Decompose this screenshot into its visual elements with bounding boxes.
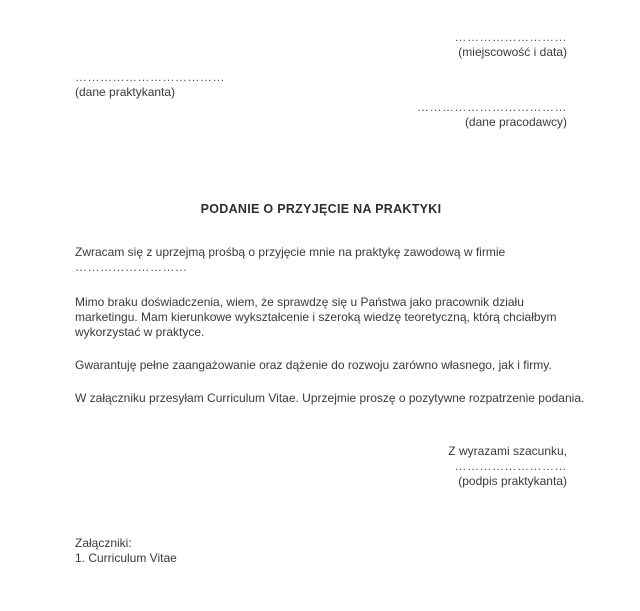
intern-data-block	[75, 70, 567, 100]
paragraph-cv-note: W załączniku przesyłam Curriculum Vitae. Uprzejmie proszę o pozytywne rozpatrzenie podania.	[75, 391, 585, 405]
paragraph-intro	[75, 245, 567, 275]
attachments-block	[75, 536, 567, 566]
closing-phrase: Z wyrazami szacunku,	[448, 444, 567, 458]
place-date-label: (miejscowość i data)	[458, 45, 567, 59]
signature-label: (podpis praktykanta)	[458, 474, 567, 488]
paragraph-commitment: Gwarantuję pełne zaangażowanie oraz dążenie do rozwoju zarówno własnego, jak i firmy.	[75, 358, 552, 372]
place-date-block	[75, 30, 567, 60]
paragraph-experience: Mimo braku doświadczenia, wiem, że sprawdzę się u Państwa jako pracownik działu marketingu. Mam kierunkowe wykształcenie i szeroką wiedzę teoretyczną, którą chciałbym wykorzystać w praktyce.	[75, 295, 557, 339]
attachment-item: 1. Curriculum Vitae	[75, 551, 177, 565]
company-name-fill-line: ………………………	[75, 260, 188, 274]
employer-data-fill-line: ………………………………	[417, 100, 567, 114]
signature-block	[75, 444, 567, 489]
letter-title: PODANIE O PRZYJĘCIE NA PRAKTYKI	[200, 202, 442, 216]
attachments-header: Załączniki:	[75, 536, 132, 550]
place-date-fill-line: ………………………	[454, 30, 567, 44]
paragraph-intro-text: Zwracam się z uprzejmą prośbą o przyjęcie mnie na praktykę zawodową w firmie	[75, 245, 506, 259]
employer-data-block	[75, 100, 567, 130]
intern-data-label: (dane praktykanta)	[75, 85, 176, 99]
signature-fill-line: ………………………	[454, 459, 567, 473]
employer-data-label: (dane pracodawcy)	[464, 115, 567, 129]
intern-data-fill-line: ………………………………	[75, 70, 225, 84]
